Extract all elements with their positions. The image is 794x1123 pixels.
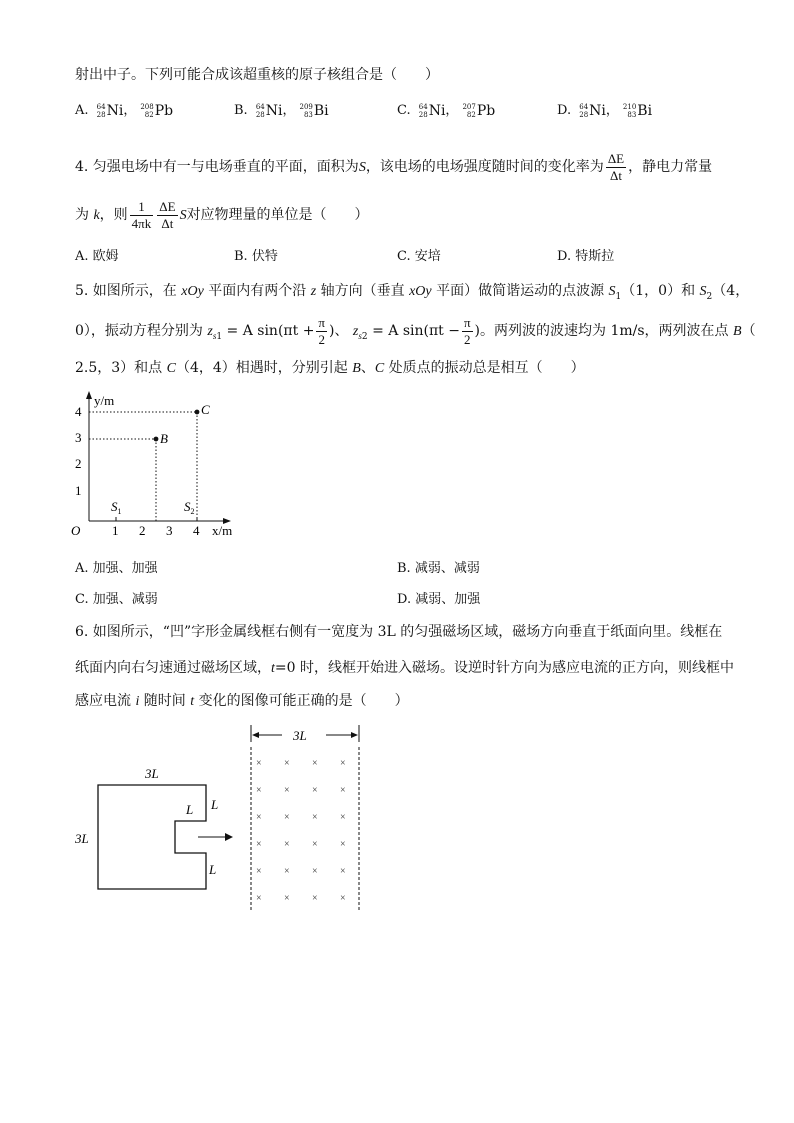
fraction-pi-2: $\frac{\pi}{2}$	[318, 314, 325, 347]
nuclide-ni: 64 28 Ni	[418, 102, 446, 119]
cross: ×	[256, 839, 262, 850]
q6-line-2: 纸面内向右匀速通过磁场区域，t=0 时，线框开始进入磁场。设逆时针方向为感应电流的正方向，则线框中	[75, 660, 734, 676]
cross: ×	[312, 758, 318, 769]
fraction-1-4pik: $\frac{1}{4\pi k}$	[131, 198, 152, 231]
cross: ×	[256, 812, 262, 823]
q4-option-a[interactable]: A. 欧姆	[75, 249, 119, 264]
point-c-label: C	[201, 402, 210, 417]
right-upper-label: L	[211, 797, 219, 812]
fraction-pi-2: $\frac{\pi}{2}$	[463, 314, 471, 347]
motion-arrow-icon	[225, 833, 233, 841]
point-c	[195, 410, 200, 415]
q4-option-d[interactable]: D. 特斯拉	[557, 249, 615, 264]
nuclide-ni: 64 28 Ni	[255, 102, 283, 119]
q3-option-b[interactable]: B. 64 28 Ni， 209 83 Bi	[234, 102, 329, 119]
cross: ×	[256, 893, 262, 904]
q5-line-3: 2.5，3）和点 C（4，4）相遇时，分别引起 B、C 处质点的振动总是相互（ ）	[75, 360, 585, 376]
cross: ×	[312, 812, 318, 823]
cross: ×	[312, 866, 318, 877]
x-tick-4: 4	[193, 523, 200, 538]
cross: ×	[312, 785, 318, 796]
nuclide-pb: 207 82 Pb	[462, 102, 496, 119]
cross: ×	[340, 785, 346, 796]
q4-option-b[interactable]: B. 伏特	[234, 249, 278, 264]
q5-option-d[interactable]: D. 减弱、加强	[397, 592, 481, 607]
cross: ×	[284, 893, 290, 904]
q5-line-2: 0），振动方程分别为 $z_{s1} = A$ sin(πt + $\frac{\pi}{2}$ )、 $z_{s2} = A$ sin(πt − $\frac{\pi}{2}$ )。两列波的波速均为 1m/s，两列波在点 B（	[75, 314, 756, 347]
nuclide-pb: 208 82 Pb	[140, 102, 174, 119]
q6-frame-and-field-figure	[70, 722, 370, 917]
notch-label: L	[186, 802, 194, 817]
cross: ×	[340, 812, 346, 823]
x-tick-2: 2	[139, 523, 146, 538]
cross: ×	[284, 785, 290, 796]
q4-option-c[interactable]: C. 安培	[397, 249, 441, 264]
y-tick-4: 4	[75, 404, 82, 419]
nuclide-ni: 64 28 Ni	[579, 102, 606, 119]
fraction-de-dt: $\frac{\Delta E}{\Delta t}$	[607, 150, 625, 183]
cross: ×	[312, 839, 318, 850]
q4-line-2: 为 k，则 $\frac{1}{4\pi k}$ $\frac{\Delta E}{\Delta t}$ S对应物理量的单位是（ ）	[75, 198, 369, 231]
q3-option-c[interactable]: C. 64 28 Ni， 207 82 Pb	[397, 102, 496, 119]
y-axis-arrow	[86, 391, 92, 399]
x-axis-label: x/m	[212, 523, 233, 538]
cross: ×	[340, 839, 346, 850]
nuclide-ni: 64 28 Ni	[96, 102, 124, 119]
frame-top-label: 3L	[145, 766, 159, 781]
q5-coordinate-figure	[64, 390, 244, 545]
concave-wire-frame	[98, 785, 206, 889]
point-b-label: B	[160, 431, 168, 446]
q6-line-3: 感应电流 i 随时间 t 变化的图像可能正确的是（ ）	[75, 693, 409, 709]
q5-option-c[interactable]: C. 加强、减弱	[75, 592, 158, 607]
point-b	[154, 437, 159, 442]
cross: ×	[284, 758, 290, 769]
cross: ×	[284, 866, 290, 877]
nuclide-bi: 210 83 Bi	[622, 102, 653, 119]
q3-continuation: 射出中子。下列可能合成该超重核的原子核组合是（ ）	[75, 67, 439, 83]
cross: ×	[256, 785, 262, 796]
cross: ×	[256, 758, 262, 769]
cross: ×	[312, 893, 318, 904]
q5-option-a[interactable]: A. 加强、加强	[75, 561, 158, 576]
x-tick-1: 1	[112, 523, 119, 538]
magnetic-field-crosses	[256, 758, 346, 904]
q6-line-1: 6. 如图所示，“凹”字形金属线框右侧有一宽度为 3L 的匀强磁场区域，磁场方向垂直于纸面向里。线框在	[75, 624, 723, 640]
y-tick-2: 2	[75, 456, 82, 471]
q3-option-a[interactable]: A. 64 28 Ni， 208 82 Pb	[75, 102, 174, 119]
nuclide-bi: 209 83 Bi	[299, 102, 329, 119]
q3-option-d[interactable]: D. 64 28 Ni， 210 83 Bi	[557, 102, 653, 119]
y-tick-1: 1	[75, 483, 82, 498]
field-width-arrow-right	[351, 732, 358, 738]
q5-option-b[interactable]: B. 减弱、减弱	[397, 561, 480, 576]
source-s1-label: $S_1$	[111, 499, 122, 516]
x-tick-3: 3	[166, 523, 173, 538]
frame-left-label: 3L	[75, 831, 89, 846]
y-axis-label: y/m	[94, 393, 115, 408]
cross: ×	[340, 758, 346, 769]
y-tick-3: 3	[75, 430, 82, 445]
cross: ×	[284, 812, 290, 823]
cross: ×	[340, 893, 346, 904]
cross: ×	[256, 866, 262, 877]
q4-line-1: 4. 匀强电场中有一与电场垂直的平面，面积为S，该电场的电场强度随时间的变化率为 $\frac{\Delta E}{\Delta t}$ ，静电力常量	[75, 150, 713, 183]
cross: ×	[340, 866, 346, 877]
right-lower-label: L	[209, 862, 217, 877]
field-width-label: 3L	[293, 728, 307, 743]
source-s2-label: $S_2$	[184, 499, 195, 516]
fraction-de-dt: $\frac{\Delta E}{\Delta t}$	[159, 198, 176, 231]
origin-label: O	[71, 523, 81, 538]
cross: ×	[284, 839, 290, 850]
field-width-arrow-left	[252, 732, 259, 738]
q5-line-1: 5. 如图所示，在 xOy 平面内有两个沿 z 轴方向（垂直 xOy 平面）做简谐运动的点波源 $S_1(1$，0）和 $S_2(4$，	[75, 283, 750, 302]
